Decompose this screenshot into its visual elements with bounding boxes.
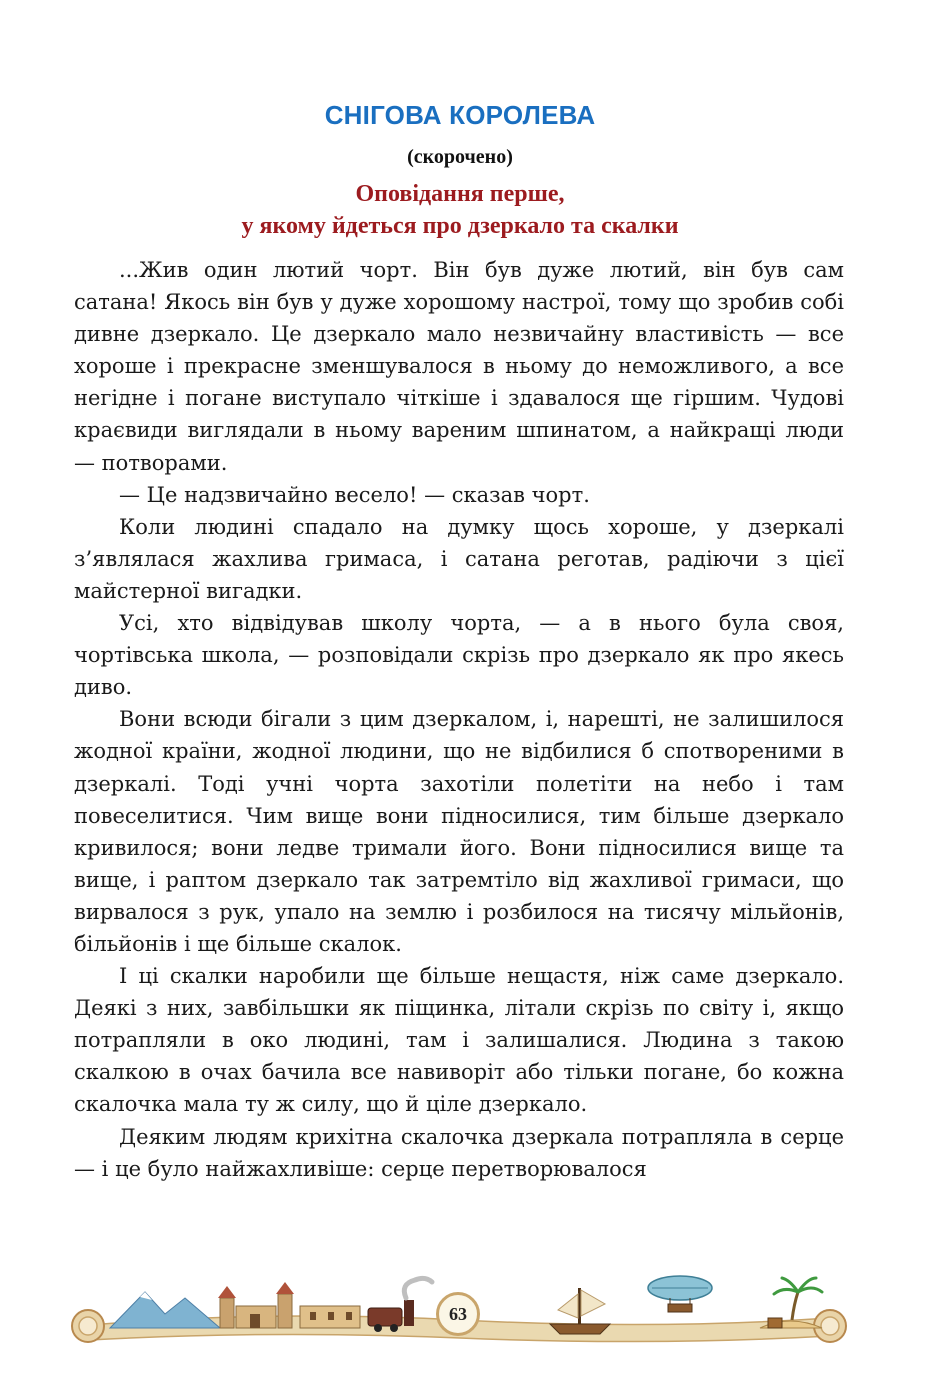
paragraph: Усі, хто відвідував школу чорта, — а в нього була своя, чортівська школа, — розповідали скрізь про дзеркало як про якесь диво. (74, 611, 844, 700)
story-subtitle: (скорочено) (407, 146, 513, 168)
paragraph: Вони всюди бігали з цим дзеркалом, і, нарешті, не залишилося жодної країни, жодної людини, що не відбилися б спотвореними в дзеркалі. Тоді учні чорта захотіли полетіти на небо і там повеселитися. Чим вище вони підносилися, тим більше дзеркало кривилося; вони ледве тримали його. Вони підносилися вище та вище, і раптом дзеркало так затремтіло від жахливої гримаси, що вирвалося з рук, упало на землю і розбилося на тисячу мільйонів, більйонів і ще більше скалок. (74, 707, 844, 956)
chapter-heading-line-2: у якому йдеться про дзеркало та скалки (241, 213, 679, 239)
story-text (74, 254, 844, 1185)
paragraph: Деяким людям крихітна скалочка дзеркала потрапляла в серце — і це було найжахливіше: серце перетворювалося (74, 1124, 844, 1181)
chapter-heading-line-1: Оповідання перше, (355, 181, 565, 207)
paragraph: ...Жив один лютий чорт. Він був дуже лютий, він був сам сатана! Якось він був у дуже хорошому настрої, тому що зробив собі дивне дзеркало. Це дзеркало мало незвичайну властивість — все хороше і прекрасне зменшувалося в ньому до неможливого, а все негідне і погане виступало чіткіше і здавалося ще гіршим. Чудові краєвиди виглядали в ньому вареним шпинатом, а найкращі люди — потворами. (74, 258, 844, 475)
chapter-heading (0, 178, 920, 242)
story-title: СНІГОВА КОРОЛЕВА (324, 100, 596, 130)
paragraph: І ці скалки наробили ще більше нещастя, ніж саме дзеркало. Деякі з них, завбільшки як піщинка, літали скрізь по світу і, якщо потрапляли в око людині, там і залишалися. Людина з такою скалкою в очах бачила все навиворіт або тільки погане, бо кожна скалочка мала ту ж силу, що й ціле дзеркало. (74, 964, 844, 1117)
paragraph: — Це надзвичайно весело! — сказав чорт. (119, 482, 590, 507)
page-number: 63 (436, 1292, 480, 1336)
paragraph: Коли людині спадало на думку щось хороше, у дзеркалі з’являлася жахлива гримаса, і сатана реготав, радіючи з цієї майстерної вигадки. (74, 514, 844, 603)
